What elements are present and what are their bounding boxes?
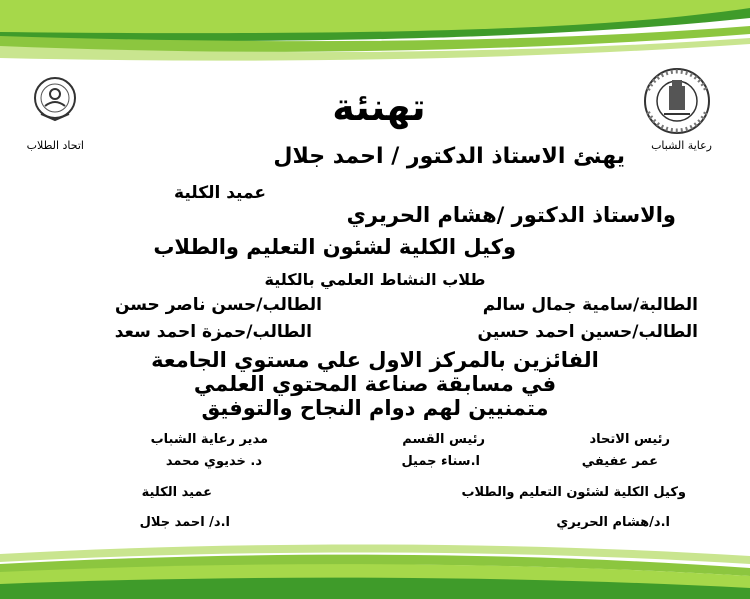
youth-care-caption: رعاية الشباب: [651, 139, 712, 152]
youth-director-title: مدير رعاية الشباب: [150, 432, 268, 447]
activity-students-line: طلاب النشاط العلمي بالكلية: [264, 270, 486, 289]
union-head-name: عمر عفيفي: [581, 454, 658, 469]
student-name-samia: الطالبة/سامية جمال سالم: [482, 295, 698, 315]
vice-dean-name: ا.د/هشام الحريري: [556, 515, 670, 530]
dean-title: عميد الكلية: [141, 485, 212, 500]
vice-role-line: وكيل الكلية لشئون التعليم والطلاب: [153, 235, 516, 259]
student-name-hamza: الطالب/حمزة احمد سعد: [114, 322, 312, 342]
dept-head-title: رئيس القسم: [402, 432, 485, 447]
achievement-line-2: في مسابقة صناعة المحتوي العلمي: [193, 372, 557, 396]
page-title: تهنئة: [332, 85, 426, 129]
top-decorative-band: [0, 0, 750, 64]
bottom-decorative-band: [0, 540, 750, 599]
students-union-logo: [33, 76, 77, 126]
dean-name: ا.د/ احمد جلال: [139, 515, 230, 530]
student-name-hussein: الطالب/حسين احمد حسين: [477, 322, 698, 342]
faculty-seal-logo: [634, 66, 720, 136]
achievement-line-3: متمنيين لهم دوام النجاح والتوفيق: [201, 396, 549, 420]
congrats-line-vice: والاستاذ الدكتور /هشام الحريري: [346, 203, 676, 227]
student-name-hassan: الطالب/حسن ناصر حسن: [114, 295, 322, 315]
students-union-caption: اتحاد الطلاب: [26, 139, 84, 152]
union-head-title: رئيس الاتحاد: [589, 432, 670, 447]
dept-head-name: ا.سناء جميل: [401, 454, 480, 469]
dean-role-line: عميد الكلية: [174, 183, 266, 203]
youth-director-name: د. خديوي محمد: [165, 454, 262, 469]
congrats-line-dean: يهنئ الاستاذ الدكتور / احمد جلال: [273, 144, 625, 169]
vice-dean-title: وكيل الكلية لشئون التعليم والطلاب: [461, 485, 686, 500]
achievement-line-1: الفائزين بالمركز الاول علي مستوي الجامعة: [151, 348, 599, 372]
